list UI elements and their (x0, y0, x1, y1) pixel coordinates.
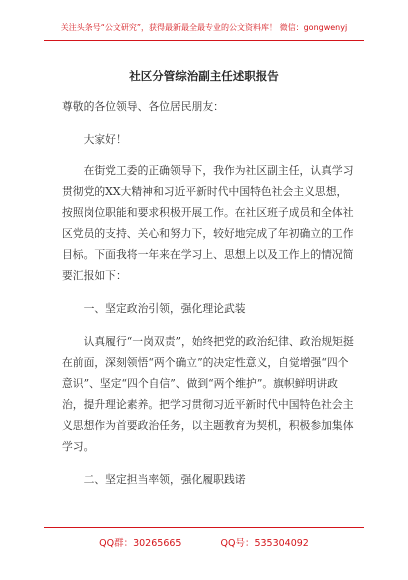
section-heading-1: 一、坚定政治引领，强化理论武装 (83, 302, 246, 315)
salutation: 尊敬的各位领导、各位居民朋友： (62, 100, 224, 113)
footer-qq-number: QQ号：535304092 (220, 538, 309, 549)
footer (0, 535, 408, 549)
header-banner: 关注头条号“公文研究”，获得最新最全最专业的公文资料库！ 微信：gongwenyj (60, 23, 348, 32)
document-body (62, 96, 354, 502)
paragraph-section-1: 认真履行“一岗双责”，始终把党的政治纪律、政治规矩挺在前面，深刻领悟“两个确立”的决定性意义，自觉增强“四个意识”、坚定“四个自信”、做到“两个维护”。旗帜鲜明讲政治，提升理论素养。把学习贯彻习近平新时代中国特色社会主义思想作为首要政治任务，以主题教育为契机，积极参加集体学习。 (62, 335, 354, 453)
footer-divider (44, 527, 364, 528)
greeting: 大家好！ (83, 133, 127, 146)
paragraph-intro: 在街党工委的正确领导下，我作为社区副主任，认真学习贯彻党的XX大精神和习近平新时代中国特色社会主义思想，按照岗位职能和要求积极开展工作。在社区班子成员和全体社区党员的支持、关心和努力下，较好地完成了年初确立的工作目标。下面我将一年来在学习上、思想上以及工作上的情况简要汇报如下： (62, 164, 354, 282)
footer-qq-group: QQ群：30265665 (99, 538, 182, 549)
document-title: 社区分管综治副主任述职报告 (129, 69, 279, 83)
section-heading-2: 二、坚定担当率领，强化履职践诺 (83, 473, 246, 486)
header-divider (44, 40, 364, 41)
